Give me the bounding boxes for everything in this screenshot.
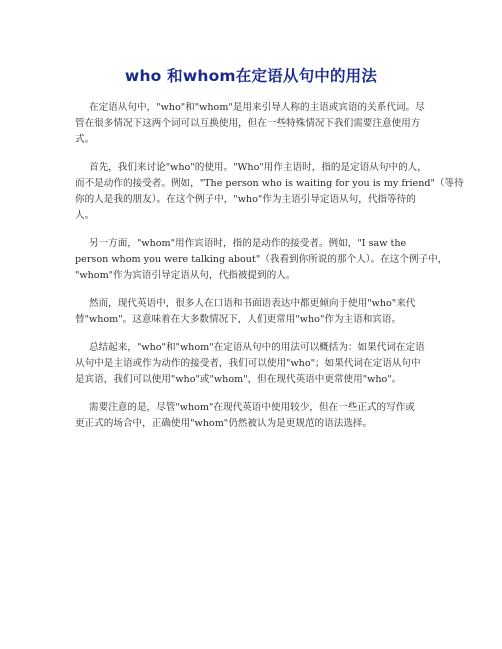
document-body (75, 100, 464, 444)
document-title: who 和whom在定语从句中的用法 (124, 67, 378, 85)
paragraph-line: 更正式的场合中，正确使用"whom"仍然被认为是更规范的语法选择。 (75, 418, 373, 429)
paragraph-line: person whom you were talking about"（我看到你所说的那个人）。在这个例子中， (75, 254, 448, 265)
paragraph-line: 首先，我们来讨论"who"的使用。"Who"用作主语时，指的是定语从句中的人， (89, 162, 427, 173)
paragraph-line: 替"whom"。这意味着在大多数情况下，人们更常用"who"作为主语和宾语。 (75, 314, 402, 325)
paragraph-line: "whom"作为宾语引导定语从句，代指被提到的人。 (75, 270, 296, 281)
paragraph-line: 从句中是主语或作为动作的接受者，我们可以使用"who"；如果代词在定语从句中 (75, 358, 421, 369)
paragraph-line: 人。 (75, 210, 95, 221)
paragraph-line: 是宾语，我们可以使用"who"或"whom"，但在现代英语中更常使用"who"。 (75, 374, 402, 385)
paragraph-line: 你的人是我的朋友）。在这个例子中，"who"作为主语引导定语从句，代指等待的 (75, 194, 416, 205)
paragraph-line: 另一方面，"whom"用作宾语时，指的是动作的接受者。例如，"I saw the (89, 238, 407, 249)
paragraph-line: 在定语从句中，"who"和"whom"是用来引导人称的主语或宾语的关系代词。尽 (89, 102, 425, 113)
paragraph-intro (75, 100, 435, 148)
paragraph-line: 式。 (75, 134, 95, 145)
paragraph-line: 而不是动作的接受者。例如，"The person who is waiting for you is my friend"（等待 (75, 178, 464, 189)
paragraph-modern-usage (75, 296, 435, 328)
paragraph-who-usage (75, 160, 464, 224)
paragraph-line: 管在很多情况下这两个词可以互换使用，但在一些特殊情况下我们需要注意使用方 (75, 118, 421, 129)
paragraph-line: 然而，现代英语中，很多人在口语和书面语表达中都更倾向于使用"who"来代 (89, 298, 416, 309)
paragraph-note (75, 400, 435, 432)
paragraph-line: 总结起来，"who"和"whom"在定语从句中的用法可以概括为：如果代词在定语 (89, 342, 425, 353)
paragraph-summary (75, 340, 435, 388)
paragraph-line: 需要注意的是，尽管"whom"在现代英语中使用较少，但在一些正式的写作或 (89, 402, 415, 413)
paragraph-whom-usage (75, 236, 448, 284)
